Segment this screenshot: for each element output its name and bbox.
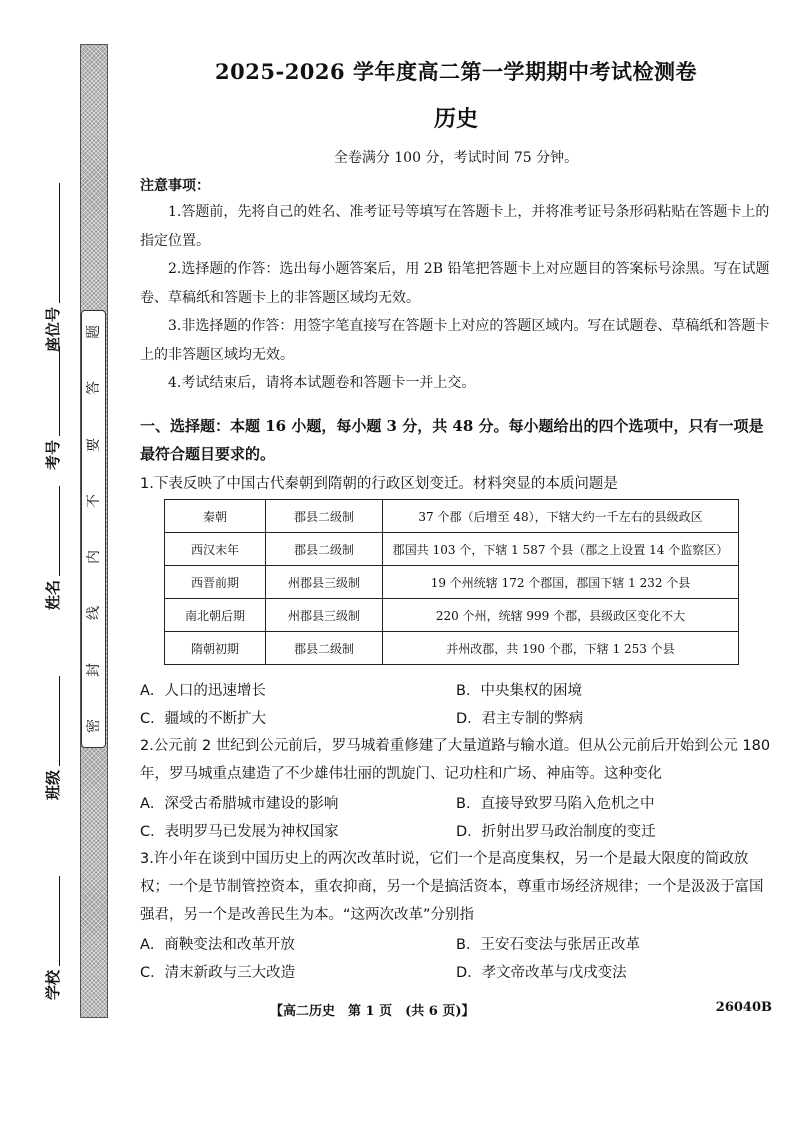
- notice-heading: 注意事项：: [140, 178, 210, 194]
- option-a[interactable]: A．人口的迅速增长: [140, 682, 266, 699]
- option-d[interactable]: D．孝文帝改革与戊戌变法: [456, 964, 627, 981]
- table-row: [165, 533, 739, 566]
- table-cell: 郡国共 103 个，下辖 1 587 个县（郡之上设置 14 个监察区）: [383, 533, 739, 566]
- table-cell: 州郡县三级制: [266, 566, 383, 599]
- seal-line-notice: [81, 310, 106, 748]
- option-b[interactable]: B．王安石变法与张居正改革: [456, 936, 640, 953]
- notice-list: [140, 198, 772, 398]
- option-b[interactable]: B．中央集权的困境: [456, 682, 582, 699]
- class-line[interactable]: [45, 676, 60, 766]
- paper-code: 26040B: [715, 1000, 772, 1015]
- seal-char: 线: [85, 606, 102, 621]
- table-cell: 郡县二级制: [266, 632, 383, 665]
- seat-label: 座位号: [44, 306, 62, 352]
- table-cell: 州郡县三级制: [266, 599, 383, 632]
- seal-char: 不: [85, 493, 102, 508]
- seal-char: 封: [85, 662, 102, 677]
- school-line[interactable]: [45, 876, 60, 966]
- question-3-stem: 3.许小年在谈到中国历史上的两次改革时说，它们一个是高度集权，另一个是最大限度的简政放权；一个是节制管控资本，重农抑商，另一个是搞活资本，尊重市场经济规律；一个是汲汲于富国强君，另一个是改善民生为本。“这两次改革”分别指: [140, 851, 764, 923]
- option-a[interactable]: A．深受古希腊城市建设的影响: [140, 795, 339, 812]
- section-heading: 一、选择题：本题 16 小题，每小题 3 分，共 48 分。每小题给出的四个选项中，只有一项是最符合题目要求的。: [140, 417, 764, 463]
- exam-number-label: 考号: [44, 439, 62, 470]
- notice-item: 2.选择题的作答：选出每小题答案后，用 2B 铅笔把答题卡上对应题目的答案标号涂黑。写在试题卷、草稿纸和答题卡上的非答题区域均无效。: [140, 261, 770, 306]
- page-number: 【高二历史 第 1 页 (共 6 页)】: [270, 1004, 475, 1019]
- question-3-options: [140, 929, 772, 985]
- table-row: [165, 566, 739, 599]
- table-cell: 西汉末年: [165, 533, 266, 566]
- exam-title: 2025-2026 学年度高二第一学期期中考试检测卷: [215, 59, 697, 84]
- score-time-line: 全卷满分 100 分，考试时间 75 分钟。: [333, 150, 579, 166]
- notice-item: 3.非选择题的作答：用签字笔直接写在答题卡上对应的答题区域内。写在试题卷、草稿纸和答题卡上的非答题区域均无效。: [140, 318, 770, 363]
- table-cell: 并州改郡，共 190 个郡，下辖 1 253 个县: [383, 632, 739, 665]
- seal-char: 要: [85, 437, 102, 452]
- table-cell: 郡县二级制: [266, 500, 383, 533]
- seat-line[interactable]: [45, 183, 60, 303]
- subject-title: 历史: [433, 106, 478, 132]
- name-field[interactable]: [42, 486, 63, 610]
- table-cell: 南北朝后期: [165, 599, 266, 632]
- table-cell: 郡县二级制: [266, 533, 383, 566]
- table-row: [165, 500, 739, 533]
- name-line[interactable]: [45, 486, 60, 576]
- school-field[interactable]: [42, 876, 63, 1000]
- option-a[interactable]: A．商鞅变法和改革开放: [140, 936, 295, 953]
- question-1-options: [140, 675, 772, 731]
- school-label: 学校: [44, 969, 62, 1000]
- class-label: 班级: [44, 769, 62, 800]
- exam-number-field[interactable]: [42, 346, 63, 470]
- option-c[interactable]: C．疆域的不断扩大: [140, 710, 267, 727]
- option-c[interactable]: C．清末新政与三大改造: [140, 964, 296, 981]
- seat-field[interactable]: [42, 183, 63, 352]
- seal-char: 答: [85, 381, 102, 396]
- option-b[interactable]: B．直接导致罗马陷入危机之中: [456, 795, 655, 812]
- admin-division-table: [164, 499, 739, 665]
- question-2-stem: 2.公元前 2 世纪到公元前后，罗马城着重修建了大量道路与输水道。但从公元前后开始到公元 180 年，罗马城重点建造了不少雄伟壮丽的凯旋门、记功柱和广场、神庙等。这种变化: [140, 738, 771, 782]
- notice-item: 1.答题前，先将自己的姓名、准考证号等填写在答题卡上，并将准考证号条形码粘贴在答题卡上的指定位置。: [140, 204, 770, 249]
- exam-number-line[interactable]: [45, 346, 60, 436]
- table-row: [165, 632, 739, 665]
- question-1-stem: 1.下表反映了中国古代秦朝到隋朝的行政区划变迁。材料突显的本质问题是: [140, 476, 618, 492]
- question-2-options: [140, 788, 772, 844]
- seal-char: 密: [85, 718, 102, 733]
- seal-char: 内: [85, 550, 102, 565]
- option-c[interactable]: C．表明罗马已发展为神权国家: [140, 823, 339, 840]
- table-cell: 西晋前期: [165, 566, 266, 599]
- seal-char: 题: [85, 325, 102, 339]
- table-row: [165, 599, 739, 632]
- table-cell: 隋朝初期: [165, 632, 266, 665]
- name-label: 姓名: [44, 579, 62, 610]
- table-cell: 秦朝: [165, 500, 266, 533]
- class-field[interactable]: [42, 676, 63, 800]
- option-d[interactable]: D．折射出罗马政治制度的变迁: [456, 823, 656, 840]
- table-cell: 19 个州统辖 172 个郡国，郡国下辖 1 232 个县: [383, 566, 739, 599]
- notice-item: 4.考试结束后，请将本试题卷和答题卡一并上交。: [168, 375, 476, 391]
- table-cell: 220 个州，统辖 999 个郡，县级政区变化不大: [383, 599, 739, 632]
- table-cell: 37 个郡（后增至 48），下辖大约一千左右的县级政区: [383, 500, 739, 533]
- option-d[interactable]: D．君主专制的弊病: [456, 710, 584, 727]
